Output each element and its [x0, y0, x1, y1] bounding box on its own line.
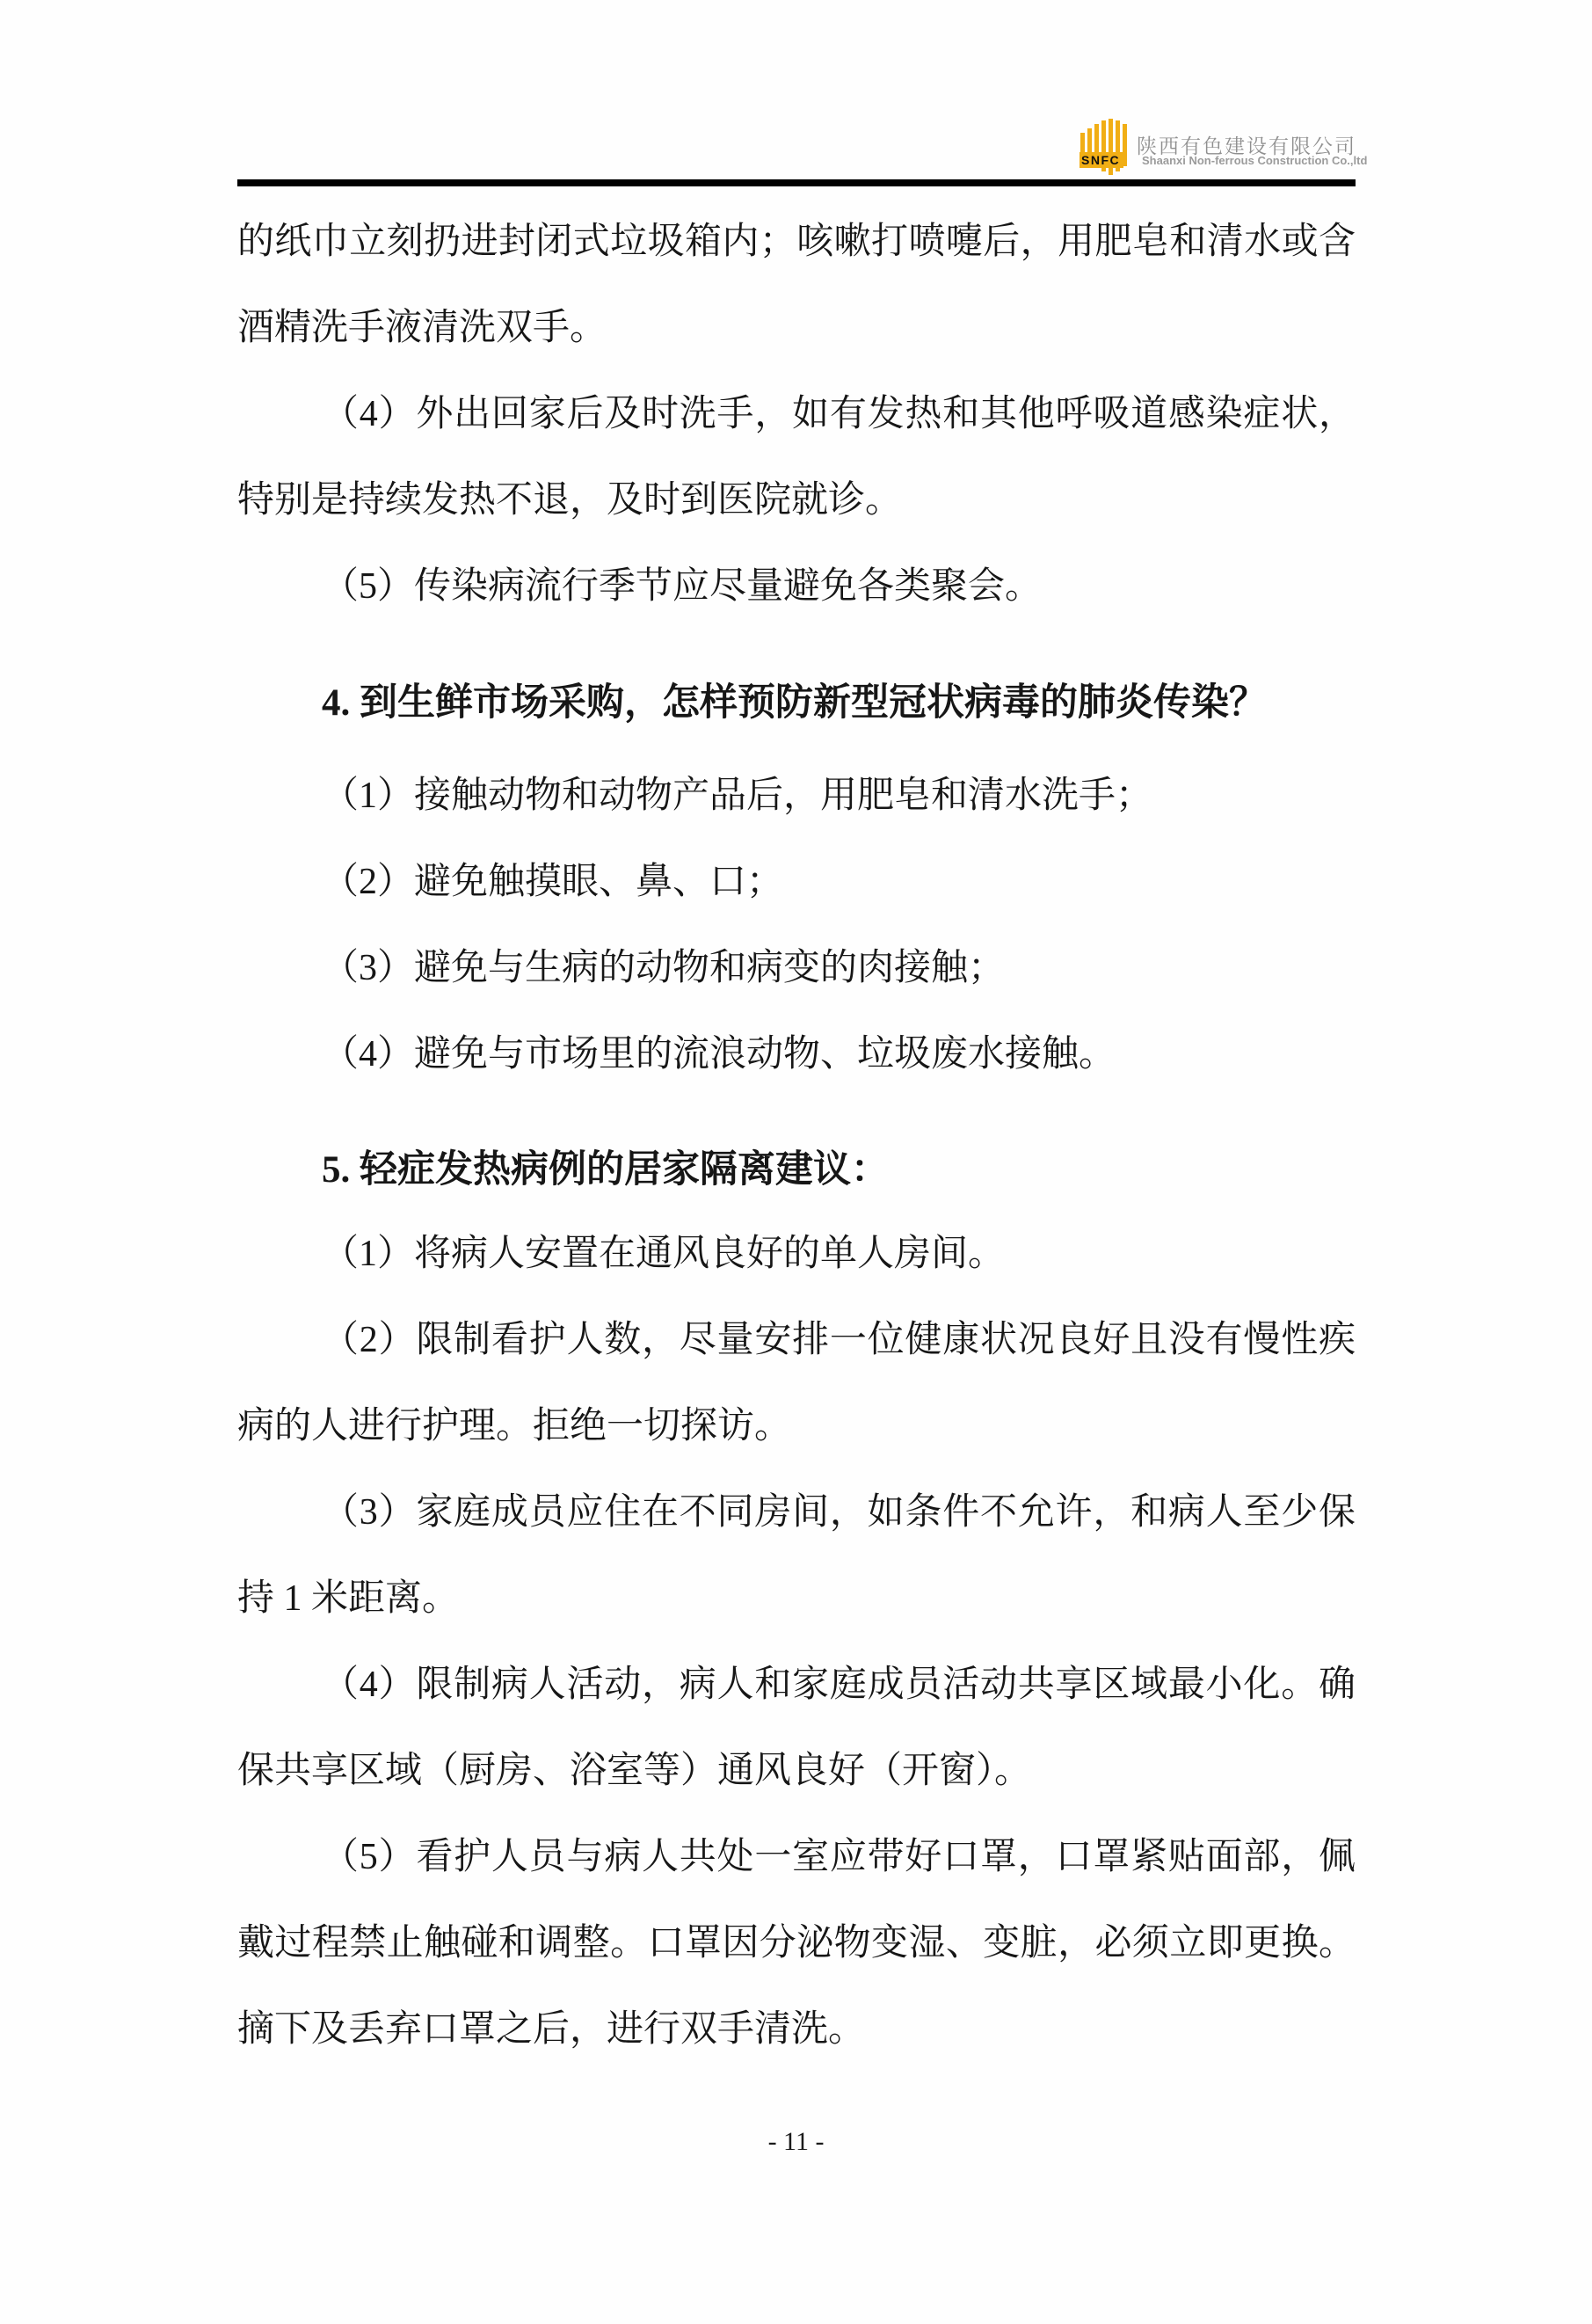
text-line: （1）接触动物和动物产品后，用肥皂和清水洗手； — [322, 776, 1153, 816]
text-line: （2）限制看护人数，尽量安排一位健康状况良好且没有慢性疾 — [322, 1320, 1356, 1360]
text-line: （4）限制病人活动，病人和家庭成员活动共享区域最小化。确 — [322, 1665, 1356, 1705]
text-line: 保共享区域（厨房、浴室等）通风良好（开窗）。 — [237, 1751, 1032, 1791]
page-number: - 11 - — [767, 2127, 825, 2156]
text-line: 特别是持续发热不退，及时到医院就诊。 — [237, 480, 903, 521]
text-line: 摘下及丢弃口罩之后，进行双手清洗。 — [237, 2009, 866, 2050]
text-line: 持 1 米距离。 — [237, 1578, 460, 1619]
text-line: （4）避免与市场里的流浪动物、垃圾废水接触。 — [322, 1034, 1116, 1075]
text-line: （1）将病人安置在通风良好的单人房间。 — [322, 1234, 1006, 1274]
text-line: 的纸巾立刻扔进封闭式垃圾箱内；咳嗽打喷嚏后，用肥皂和清水或含 — [237, 222, 1356, 262]
text-line: 戴过程禁止触碰和调整。口罩因分泌物变湿、变脏，必须立即更换。 — [237, 1923, 1356, 1963]
text-line: 病的人进行护理。拒绝一切探访。 — [237, 1406, 792, 1446]
header-divider — [237, 179, 1356, 186]
company-name-en: Shaanxi Non-ferrous Construction Co.,ltd — [1142, 154, 1368, 167]
text-line: （4）外出回家后及时洗手，如有发热和其他呼吸道感染症状， — [322, 394, 1356, 434]
text-line: （5）传染病流行季节应尽量避免各类聚会。 — [322, 566, 1043, 607]
snfc-logo-icon — [1080, 119, 1132, 175]
text-line: 酒精洗手液清洗双手。 — [237, 308, 607, 348]
section-heading: 4. 到生鲜市场采购，怎样预防新型冠状病毒的肺炎传染？ — [322, 682, 1267, 724]
section-heading: 5. 轻症发热病例的居家隔离建议： — [322, 1149, 889, 1191]
text-line: （3）家庭成员应住在不同房间，如条件不允许，和病人至少保 — [322, 1492, 1356, 1533]
company-name-zh: 陕西有色建设有限公司 — [1137, 135, 1356, 157]
text-line: （3）避免与生病的动物和病变的肉接触； — [322, 948, 1006, 988]
text-line: （2）避免触摸眼、鼻、口； — [322, 862, 784, 902]
svg-text:SNFC: SNFC — [1081, 153, 1121, 167]
text-line: （5）看护人员与病人共处一室应带好口罩，口罩紧贴面部，佩 — [322, 1837, 1356, 1877]
